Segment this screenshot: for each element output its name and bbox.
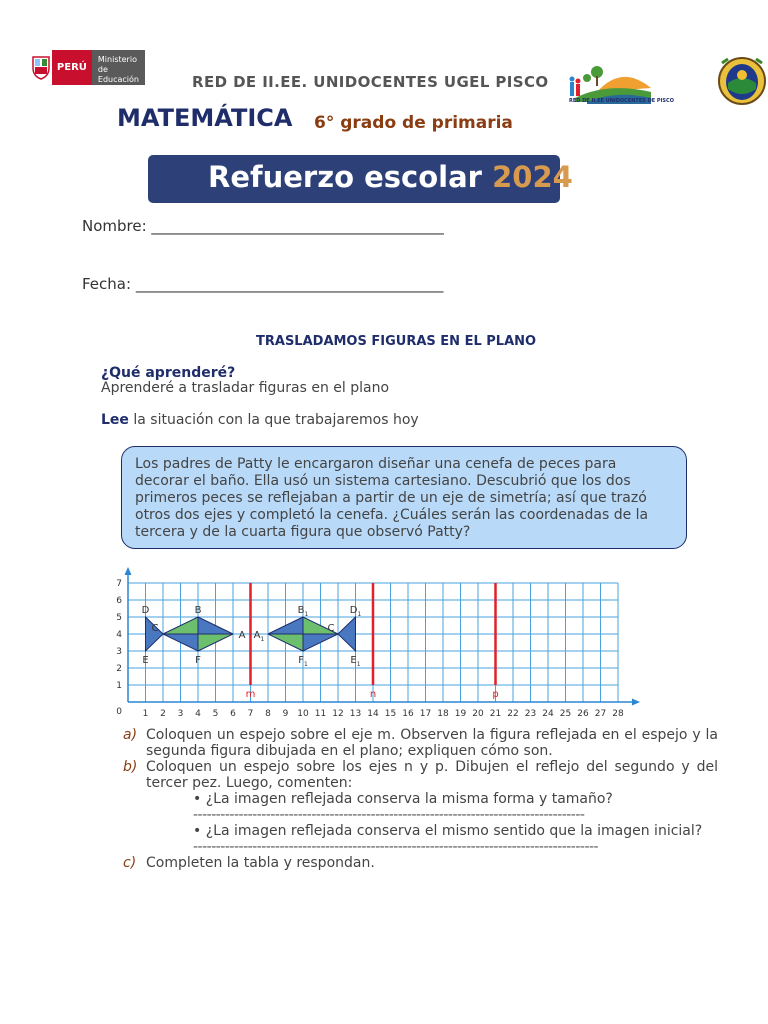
- origin-label: 0: [116, 707, 122, 717]
- question-b-1: • ¿La imagen reflejada conserva la misma forma y tamaño?: [193, 791, 613, 807]
- x-tick-label: 19: [454, 709, 467, 719]
- x-tick-label: 9: [282, 709, 289, 719]
- x-axis-arrow: [632, 699, 640, 706]
- y-tick-label: 4: [116, 630, 122, 640]
- coat-of-arms-icon: [718, 53, 766, 109]
- point-label: E: [142, 655, 149, 666]
- point-label: $F_1$: [298, 655, 308, 668]
- name-field[interactable]: Nombre: _______________________________________: [82, 217, 444, 235]
- network-title: RED DE II.EE. UNIDOCENTES UGEL PISCO: [192, 73, 549, 91]
- read-instruction: Lee la situación con la que trabajaremos hoy: [101, 412, 419, 428]
- point-label: $E_1$: [350, 655, 361, 668]
- lesson-title: TRASLADAMOS FIGURAS EN EL PLANO: [256, 334, 537, 349]
- y-tick-label: 3: [116, 647, 122, 657]
- learn-answer: Aprenderé a trasladar figuras en el plano: [101, 380, 390, 396]
- x-tick-label: 14: [367, 709, 379, 719]
- y-tick-label: 6: [116, 596, 122, 606]
- point-label: $A_1$: [253, 630, 265, 643]
- question-list: [123, 727, 718, 871]
- cartesian-plane: [110, 562, 662, 722]
- x-tick-label: 17: [419, 709, 432, 719]
- learn-question: ¿Qué aprenderé?: [101, 365, 236, 381]
- banner-year: 2024: [492, 160, 573, 194]
- logo-caption: RED DE II.EE UNIDOCENTES DE PISCO: [569, 98, 674, 104]
- x-tick-label: 3: [177, 709, 184, 719]
- x-tick-label: 13: [349, 709, 362, 719]
- x-tick-label: 6: [230, 709, 236, 719]
- x-tick-label: 20: [472, 709, 484, 719]
- x-tick-label: 27: [594, 709, 607, 719]
- x-tick-label: 10: [297, 709, 309, 719]
- ministerio-logo: [31, 50, 145, 85]
- point-label: F: [195, 655, 201, 666]
- x-tick-label: 18: [437, 709, 449, 719]
- x-tick-label: 1: [142, 709, 149, 719]
- subject-title: MATEMÁTICA: [117, 104, 293, 132]
- y-tick-label: 5: [116, 613, 122, 623]
- x-tick-label: 12: [332, 709, 344, 719]
- x-tick-label: 5: [212, 709, 219, 719]
- x-tick-label: 7: [247, 709, 254, 719]
- fish-tail: [338, 617, 356, 651]
- x-tick-label: 25: [559, 709, 572, 719]
- point-label: $B_1$: [297, 605, 309, 618]
- peru-shield-icon: [31, 50, 52, 84]
- x-tick-label: 11: [314, 709, 327, 719]
- question-c: c) Completen la tabla y respondan.: [123, 855, 375, 871]
- x-tick-label: 16: [402, 709, 414, 719]
- question-b: b) Coloquen un espejo sobre los ejes n y p. Dibujen el reflejo del segundo y del tercer pez. Luego, comenten:: [123, 759, 718, 791]
- situation-box: Los padres de Patty le encargaron diseñar una cenefa de peces para decorar el baño. Ella usó un sistema cartesiano. Descubrió que los dos primeros peces se reflejaban a partir de un eje de simetría; así que trazó otros dos ejes y completó la cenefa. ¿Cuáles serán las coordenadas de la tercera y de la cuarta figura que observó Patty?: [121, 446, 687, 549]
- pisco-emblem: [718, 53, 766, 109]
- x-tick-label: 4: [195, 709, 201, 719]
- x-tick-label: 15: [384, 709, 397, 719]
- question-a: a) Coloquen un espejo sobre el eje m. Observen la figura reflejada en el espejo y la segunda figura dibujada en el plano; expliquen cómo son.: [123, 727, 718, 759]
- mirror-label-p: p: [492, 689, 499, 700]
- x-tick-label: 22: [507, 709, 519, 719]
- red-unidocentes-logo: [567, 62, 674, 110]
- x-tick-label: 28: [612, 709, 624, 719]
- y-axis-arrow: [125, 567, 132, 575]
- point-label: C: [327, 623, 335, 634]
- point-label: D: [141, 605, 150, 616]
- ministerio-name: Ministerio de Educación: [92, 50, 145, 85]
- point-label: A: [238, 630, 246, 641]
- y-tick-label: 1: [116, 681, 122, 691]
- y-tick-label: 2: [116, 664, 122, 674]
- x-tick-label: 21: [489, 709, 502, 719]
- date-field[interactable]: Fecha: _________________________________________: [82, 275, 444, 293]
- grade-label: 6° grado de primaria: [314, 113, 513, 133]
- x-tick-label: 23: [524, 709, 537, 719]
- point-label: C: [151, 623, 159, 634]
- point-label: B: [194, 605, 202, 616]
- peru-brand: PERÚ: [52, 50, 92, 85]
- mirror-label-m: m: [245, 689, 256, 700]
- answer-line-1[interactable]: --------------------------------------------------------------------------------------: [193, 807, 585, 823]
- mirror-label-n: n: [369, 689, 377, 700]
- banner-title: Refuerzo escolar 2024: [208, 160, 573, 194]
- point-label: $D_1$: [349, 605, 362, 618]
- x-tick-label: 8: [265, 709, 271, 719]
- x-tick-label: 2: [160, 709, 166, 719]
- y-tick-label: 7: [116, 579, 122, 589]
- question-b-2: • ¿La imagen reflejada conserva el mismo sentido que la imagen inicial?: [193, 823, 703, 839]
- answer-line-2[interactable]: -----------------------------------------------------------------------------------------: [193, 839, 599, 855]
- x-tick-label: 24: [542, 709, 554, 719]
- x-tick-label: 26: [577, 709, 589, 719]
